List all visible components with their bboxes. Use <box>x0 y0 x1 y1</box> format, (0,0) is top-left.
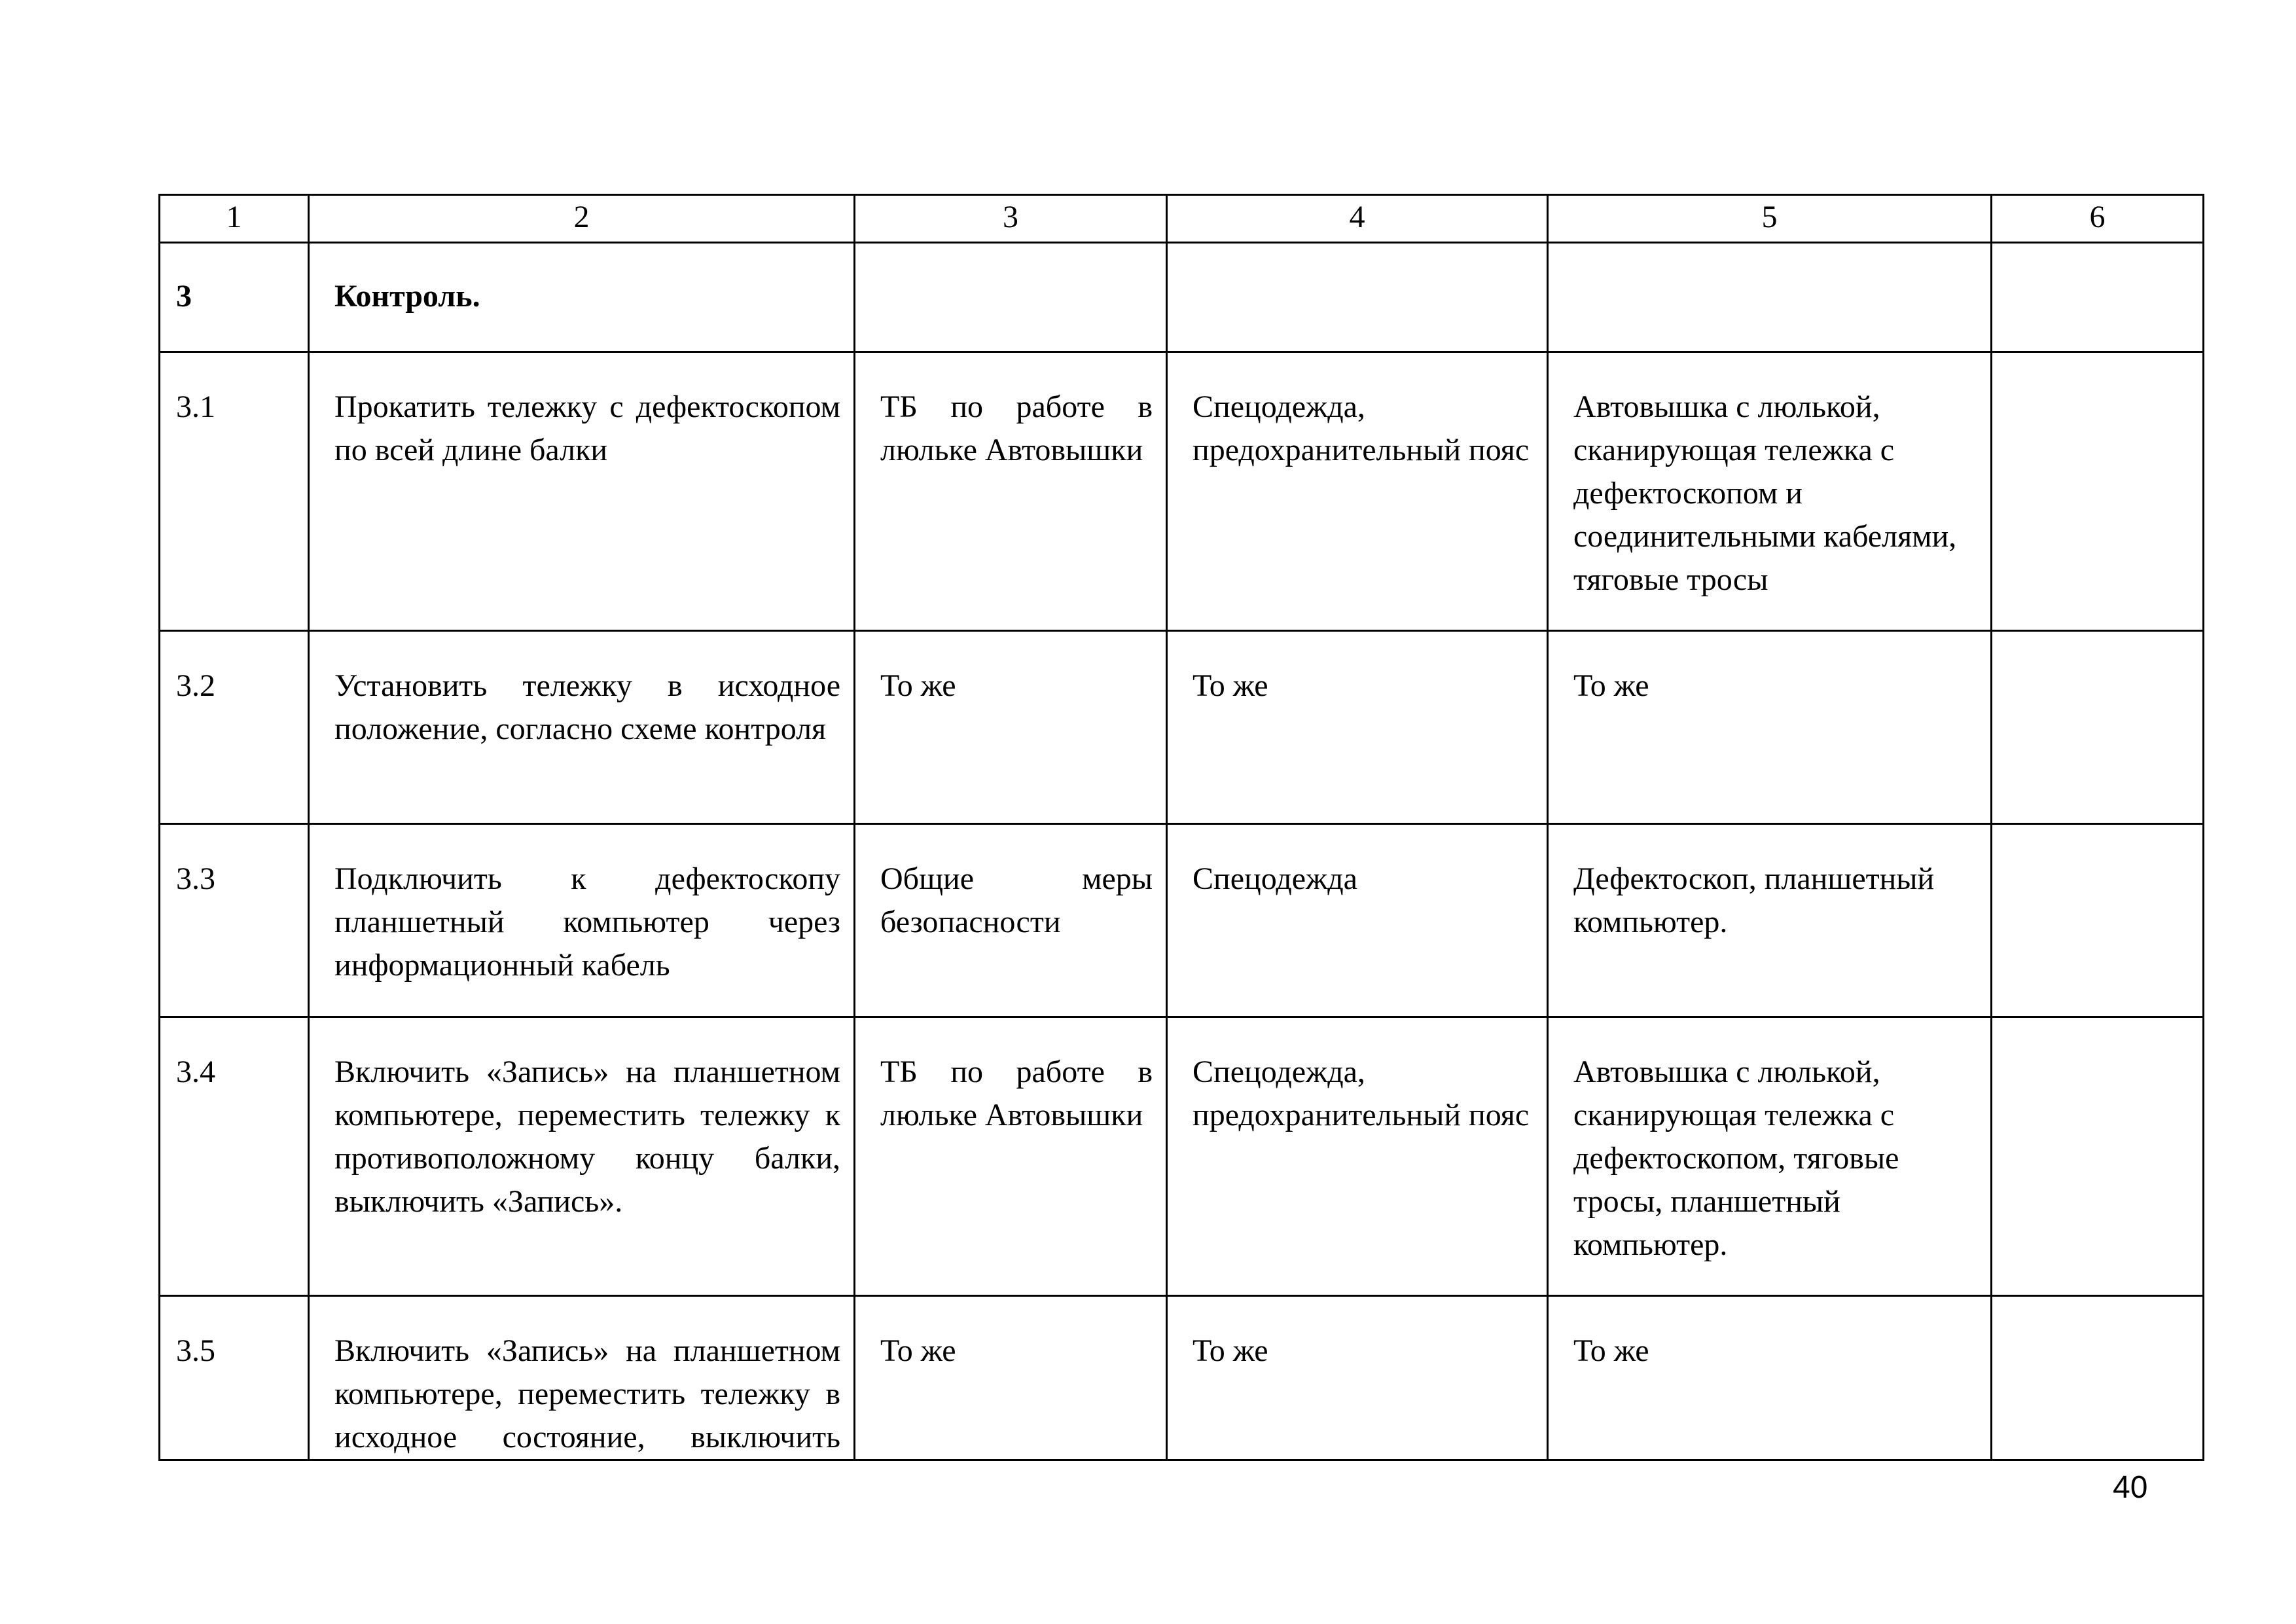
step-number: 3.5 <box>176 1333 215 1368</box>
safety-text: То же <box>880 668 956 703</box>
table-header-row <box>160 195 2204 243</box>
header-col-1: 1 <box>160 195 309 243</box>
equipment-line: Дефектоскоп, планшетный <box>1573 861 1935 896</box>
notes-text <box>1992 1297 2202 1329</box>
equipment-line: дефектоскопом, тяговые <box>1573 1141 1899 1176</box>
equipment-line: То же <box>1573 668 1649 703</box>
work-instruction-table <box>158 194 2204 1461</box>
table-row <box>160 824 2204 1017</box>
table-row <box>160 352 2204 631</box>
notes-text <box>1992 825 2202 857</box>
table-row <box>160 1017 2204 1296</box>
protection-text: То же <box>1193 1333 1268 1368</box>
step-number: 3.4 <box>176 1055 215 1089</box>
equipment-line: тяговые тросы <box>1573 562 1768 597</box>
safety-text: ТБ по работе в люльке Автовышки <box>880 1055 1153 1132</box>
equipment-line: компьютер. <box>1573 905 1728 939</box>
equipment-text <box>1549 825 1990 944</box>
header-col-6: 6 <box>1992 195 2204 243</box>
equipment-line: То же <box>1573 1333 1649 1368</box>
step-number: 3.1 <box>176 389 215 424</box>
page-number: 40 <box>2113 1470 2148 1505</box>
operation-text: Включить «Запись» на планшетном компьютере, переместить тележку к противоположному концу балки, выключить «Запись». <box>334 1055 840 1219</box>
notes-text <box>1992 353 2202 386</box>
protection-text: Спецодежда <box>1193 861 1357 896</box>
step-number: 3.2 <box>176 668 215 703</box>
equipment-line: тросы, планшетный <box>1573 1184 1840 1219</box>
equipment-text <box>1549 353 1990 602</box>
equipment-text <box>1549 1018 1990 1267</box>
notes-text <box>1992 1018 2202 1051</box>
protection-text: Спецодежда, предохранительный пояс <box>1193 389 1530 467</box>
protection-text: То же <box>1193 668 1268 703</box>
equipment-text <box>1549 1297 1990 1373</box>
equipment-text <box>1549 632 1990 708</box>
empty-cell <box>1167 243 1548 352</box>
empty-cell <box>1548 243 1992 352</box>
safety-text: То же <box>880 1333 956 1368</box>
safety-text: ТБ по работе в люльке Автовышки <box>880 389 1153 467</box>
header-col-5: 5 <box>1548 195 1992 243</box>
operation-text: Установить тележку в исходное положение, согласно схеме контроля <box>334 668 840 746</box>
equipment-line: сканирующая тележка с <box>1573 433 1895 467</box>
table-row <box>160 1296 2204 1460</box>
protection-text: Спецодежда, предохранительный пояс <box>1193 1055 1530 1132</box>
section-title: Контроль. <box>334 279 480 314</box>
safety-text: Общие меры безопасности <box>880 861 1153 939</box>
operation-text: Прокатить тележку с дефектоскопом по всей длине балки <box>334 389 840 467</box>
equipment-line: компьютер. <box>1573 1227 1728 1262</box>
operation-text: Включить «Запись» на планшетном компьютере, переместить тележку в исходное состояние, выключить <box>334 1333 840 1454</box>
table-row <box>160 631 2204 824</box>
step-number: 3.3 <box>176 861 215 896</box>
section-row <box>160 243 2204 352</box>
equipment-line: Автовышка с люлькой, <box>1573 1055 1880 1089</box>
header-col-3: 3 <box>855 195 1167 243</box>
header-col-4: 4 <box>1167 195 1548 243</box>
section-number: 3 <box>176 279 192 314</box>
operation-text: Подключить к дефектоскопу планшетный компьютер через информационный кабель <box>334 861 840 983</box>
equipment-line: сканирующая тележка с <box>1573 1098 1895 1132</box>
equipment-line: соединительными кабелями, <box>1573 519 1957 554</box>
equipment-line: дефектоскопом и <box>1573 476 1803 511</box>
empty-cell <box>1992 243 2204 352</box>
empty-cell <box>855 243 1167 352</box>
header-col-2: 2 <box>309 195 855 243</box>
equipment-line: Автовышка с люлькой, <box>1573 389 1880 424</box>
notes-text <box>1992 632 2202 664</box>
